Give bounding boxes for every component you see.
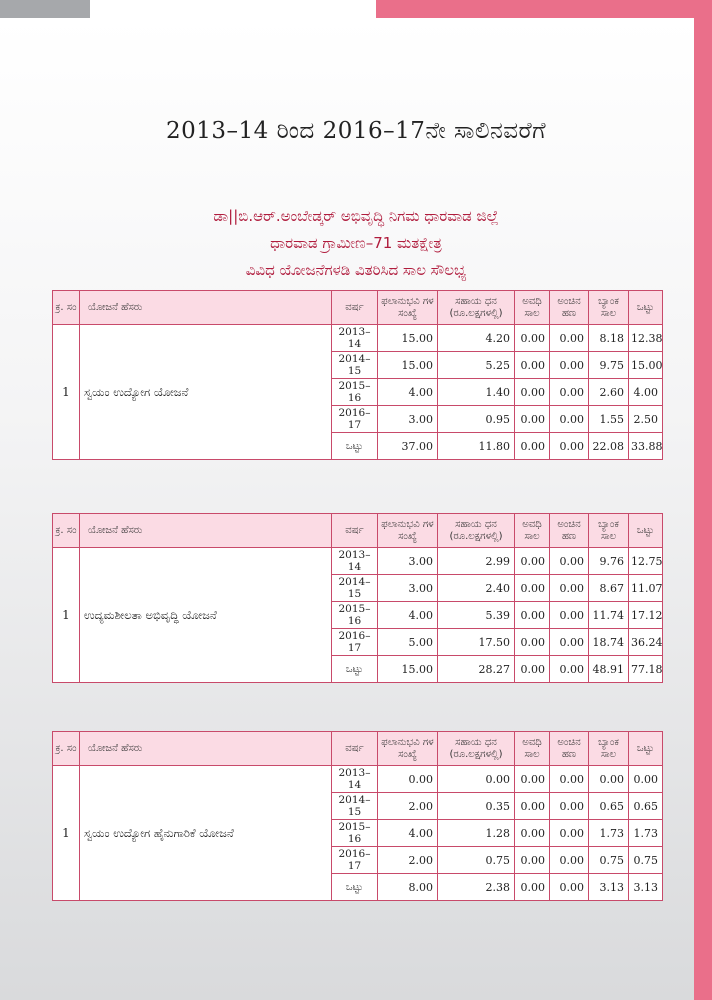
year-cell: 2014–15: [332, 793, 378, 820]
total-cell: 0.75: [629, 847, 663, 874]
term-loan-total: 0.00: [515, 433, 550, 460]
header-scheme-name: ಯೋಜನೆ ಹೆಸರು: [80, 514, 332, 548]
subsidy-cell: 0.35: [438, 793, 515, 820]
beneficiaries-cell: 2.00: [378, 847, 438, 874]
beneficiaries-cell: 3.00: [378, 575, 438, 602]
header-bank-loan: ಬ್ಯಾಂಕ ಸಾಲ: [589, 732, 629, 766]
header-sl: ಕ್ರ. ಸಂ: [53, 732, 80, 766]
term-loan-cell: 0.00: [515, 379, 550, 406]
bank-loan-cell: 1.55: [589, 406, 629, 433]
header-scheme-name: ಯೋಜನೆ ಹೆಸರು: [80, 732, 332, 766]
beneficiaries-cell: 5.00: [378, 629, 438, 656]
margin-money-cell: 0.00: [550, 766, 589, 793]
bank-loan-cell: 1.73: [589, 820, 629, 847]
margin-money-total: 0.00: [550, 433, 589, 460]
header-beneficiaries: ಫಲಾನುಭವಿ ಗಳ ಸಂಖ್ಯೆ: [378, 514, 438, 548]
subsidy-cell: 0.95: [438, 406, 515, 433]
beneficiaries-cell: 4.00: [378, 379, 438, 406]
year-cell: 2015–16: [332, 602, 378, 629]
bank-loan-cell: 9.75: [589, 352, 629, 379]
year-cell: 2016–17: [332, 406, 378, 433]
subsidy-total: 11.80: [438, 433, 515, 460]
margin-money-cell: 0.00: [550, 820, 589, 847]
term-loan-total: 0.00: [515, 874, 550, 901]
total-cell: 0.65: [629, 793, 663, 820]
total-label: ಒಟ್ಟು: [332, 874, 378, 901]
year-cell: 2014–15: [332, 575, 378, 602]
table-header-row: [53, 291, 663, 325]
header-year: ವರ್ಷ: [332, 732, 378, 766]
bank-loan-cell: 8.18: [589, 325, 629, 352]
term-loan-cell: 0.00: [515, 793, 550, 820]
table-header-row: [53, 514, 663, 548]
year-cell: 2016–17: [332, 629, 378, 656]
total-cell: 2.50: [629, 406, 663, 433]
margin-money-cell: 0.00: [550, 352, 589, 379]
grand-total: 3.13: [629, 874, 663, 901]
year-cell: 2014–15: [332, 352, 378, 379]
total-cell: 15.00: [629, 352, 663, 379]
scheme-table-1: [52, 290, 663, 460]
bank-loan-cell: 11.74: [589, 602, 629, 629]
term-loan-cell: 0.00: [515, 766, 550, 793]
term-loan-cell: 0.00: [515, 352, 550, 379]
table-row: [53, 766, 663, 793]
header-margin-money: ಅಂಚಿನ ಹಣ: [550, 291, 589, 325]
header-year: ವರ್ಷ: [332, 514, 378, 548]
header-term-loan: ಅವಧಿ ಸಾಲ: [515, 514, 550, 548]
year-cell: 2013–14: [332, 548, 378, 575]
beneficiaries-total: 8.00: [378, 874, 438, 901]
subsidy-cell: 2.99: [438, 548, 515, 575]
total-label: ಒಟ್ಟು: [332, 656, 378, 683]
scheme-name: ಸ್ವಯಂ ಉದ್ಯೋಗ ಯೋಜನೆ: [80, 325, 332, 460]
margin-money-cell: 0.00: [550, 793, 589, 820]
term-loan-total: 0.00: [515, 656, 550, 683]
serial-number: 1: [53, 548, 80, 683]
header-subsidy: ಸಹಾಯ ಧನ (ರೂ.ಲಕ್ಷಗಳಲ್ಲಿ): [438, 291, 515, 325]
top-pink-band: [376, 0, 712, 18]
scheme-name: ಸ್ವಯಂ ಉದ್ಯೋಗ ಹೈನುಗಾರಿಕೆ ಯೋಜನೆ: [80, 766, 332, 901]
bank-loan-total: 48.91: [589, 656, 629, 683]
bank-loan-cell: 9.76: [589, 548, 629, 575]
bank-loan-cell: 2.60: [589, 379, 629, 406]
total-cell: 12.38: [629, 325, 663, 352]
beneficiaries-cell: 15.00: [378, 352, 438, 379]
bank-loan-cell: 8.67: [589, 575, 629, 602]
year-cell: 2013–14: [332, 325, 378, 352]
year-cell: 2015–16: [332, 820, 378, 847]
margin-money-cell: 0.00: [550, 575, 589, 602]
subsidy-cell: 5.39: [438, 602, 515, 629]
bank-loan-cell: 0.65: [589, 793, 629, 820]
header-sl: ಕ್ರ. ಸಂ: [53, 514, 80, 548]
bank-loan-total: 22.08: [589, 433, 629, 460]
subsidy-cell: 17.50: [438, 629, 515, 656]
margin-money-cell: 0.00: [550, 629, 589, 656]
year-cell: 2015–16: [332, 379, 378, 406]
margin-money-total: 0.00: [550, 874, 589, 901]
subsidy-cell: 0.00: [438, 766, 515, 793]
total-cell: 11.07: [629, 575, 663, 602]
subtitle-line-1: ಡಾ||ಬಿ.ಆರ್.ಅಂಬೇಡ್ಕರ್ ಅಭಿವೃದ್ಧಿ ನಿಗಮ ಧಾರವಾಡ ಜಿಲ್ಲೆ: [213, 207, 499, 225]
subsidy-cell: 4.20: [438, 325, 515, 352]
margin-money-cell: 0.00: [550, 325, 589, 352]
beneficiaries-total: 15.00: [378, 656, 438, 683]
header-scheme-name: ಯೋಜನೆ ಹೆಸರು: [80, 291, 332, 325]
year-cell: 2016–17: [332, 847, 378, 874]
subsidy-cell: 2.40: [438, 575, 515, 602]
serial-number: 1: [53, 766, 80, 901]
table-row: [53, 325, 663, 352]
total-cell: 36.24: [629, 629, 663, 656]
right-pink-band: [694, 18, 712, 1000]
header-bank-loan: ಬ್ಯಾಂಕ ಸಾಲ: [589, 514, 629, 548]
grand-total: 33.88: [629, 433, 663, 460]
header-total: ಒಟ್ಟು: [629, 514, 663, 548]
header-sl: ಕ್ರ. ಸಂ: [53, 291, 80, 325]
term-loan-cell: 0.00: [515, 602, 550, 629]
beneficiaries-cell: 4.00: [378, 820, 438, 847]
scheme-name: ಉದ್ಯಮಶೀಲತಾ ಅಭಿವೃದ್ಧಿ ಯೋಜನೆ: [80, 548, 332, 683]
term-loan-cell: 0.00: [515, 325, 550, 352]
beneficiaries-cell: 2.00: [378, 793, 438, 820]
header-year: ವರ್ಷ: [332, 291, 378, 325]
term-loan-cell: 0.00: [515, 847, 550, 874]
bank-loan-cell: 0.75: [589, 847, 629, 874]
margin-money-total: 0.00: [550, 656, 589, 683]
header-bank-loan: ಬ್ಯಾಂಕ ಸಾಲ: [589, 291, 629, 325]
margin-money-cell: 0.00: [550, 847, 589, 874]
table-header-row: [53, 732, 663, 766]
beneficiaries-cell: 4.00: [378, 602, 438, 629]
beneficiaries-cell: 15.00: [378, 325, 438, 352]
bank-loan-cell: 18.74: [589, 629, 629, 656]
bank-loan-total: 3.13: [589, 874, 629, 901]
total-cell: 1.73: [629, 820, 663, 847]
year-cell: 2013–14: [332, 766, 378, 793]
header-subsidy: ಸಹಾಯ ಧನ (ರೂ.ಲಕ್ಷಗಳಲ್ಲಿ): [438, 732, 515, 766]
table-row: [53, 548, 663, 575]
header-beneficiaries: ಫಲಾನುಭವಿ ಗಳ ಸಂಖ್ಯೆ: [378, 732, 438, 766]
serial-number: 1: [53, 325, 80, 460]
margin-money-cell: 0.00: [550, 406, 589, 433]
header-term-loan: ಅವಧಿ ಸಾಲ: [515, 291, 550, 325]
top-gray-band: [0, 0, 90, 18]
beneficiaries-total: 37.00: [378, 433, 438, 460]
subsidy-total: 28.27: [438, 656, 515, 683]
term-loan-cell: 0.00: [515, 575, 550, 602]
grand-total: 77.18: [629, 656, 663, 683]
subsidy-cell: 0.75: [438, 847, 515, 874]
term-loan-cell: 0.00: [515, 820, 550, 847]
header-margin-money: ಅಂಚಿನ ಹಣ: [550, 732, 589, 766]
header-margin-money: ಅಂಚಿನ ಹಣ: [550, 514, 589, 548]
page-title: 2013–14 ರಿಂದ 2016–17ನೇ ಸಾಲಿನವರೆಗೆ: [165, 118, 547, 144]
subsidy-cell: 1.40: [438, 379, 515, 406]
margin-money-cell: 0.00: [550, 602, 589, 629]
term-loan-cell: 0.00: [515, 548, 550, 575]
scheme-table-2: [52, 513, 663, 683]
beneficiaries-cell: 3.00: [378, 548, 438, 575]
header-total: ಒಟ್ಟು: [629, 732, 663, 766]
total-cell: 4.00: [629, 379, 663, 406]
margin-money-cell: 0.00: [550, 379, 589, 406]
subtitle-line-2: ಧಾರವಾಡ ಗ್ರಾಮೀಣ–71 ಮತಕ್ಷೇತ್ರ: [270, 234, 442, 252]
subsidy-total: 2.38: [438, 874, 515, 901]
margin-money-cell: 0.00: [550, 548, 589, 575]
scheme-table-3: [52, 731, 663, 901]
header-subsidy: ಸಹಾಯ ಧನ (ರೂ.ಲಕ್ಷಗಳಲ್ಲಿ): [438, 514, 515, 548]
term-loan-cell: 0.00: [515, 406, 550, 433]
total-cell: 12.75: [629, 548, 663, 575]
bank-loan-cell: 0.00: [589, 766, 629, 793]
total-cell: 17.12: [629, 602, 663, 629]
beneficiaries-cell: 0.00: [378, 766, 438, 793]
header-term-loan: ಅವಧಿ ಸಾಲ: [515, 732, 550, 766]
subtitle-line-3: ವಿವಿಧ ಯೋಜನೆಗಳಡಿ ವಿತರಿಸಿದ ಸಾಲ ಸೌಲಭ್ಯ: [245, 261, 467, 279]
beneficiaries-cell: 3.00: [378, 406, 438, 433]
total-label: ಒಟ್ಟು: [332, 433, 378, 460]
total-cell: 0.00: [629, 766, 663, 793]
header-beneficiaries: ಫಲಾನುಭವಿ ಗಳ ಸಂಖ್ಯೆ: [378, 291, 438, 325]
subsidy-cell: 1.28: [438, 820, 515, 847]
header-total: ಒಟ್ಟು: [629, 291, 663, 325]
subsidy-cell: 5.25: [438, 352, 515, 379]
term-loan-cell: 0.00: [515, 629, 550, 656]
